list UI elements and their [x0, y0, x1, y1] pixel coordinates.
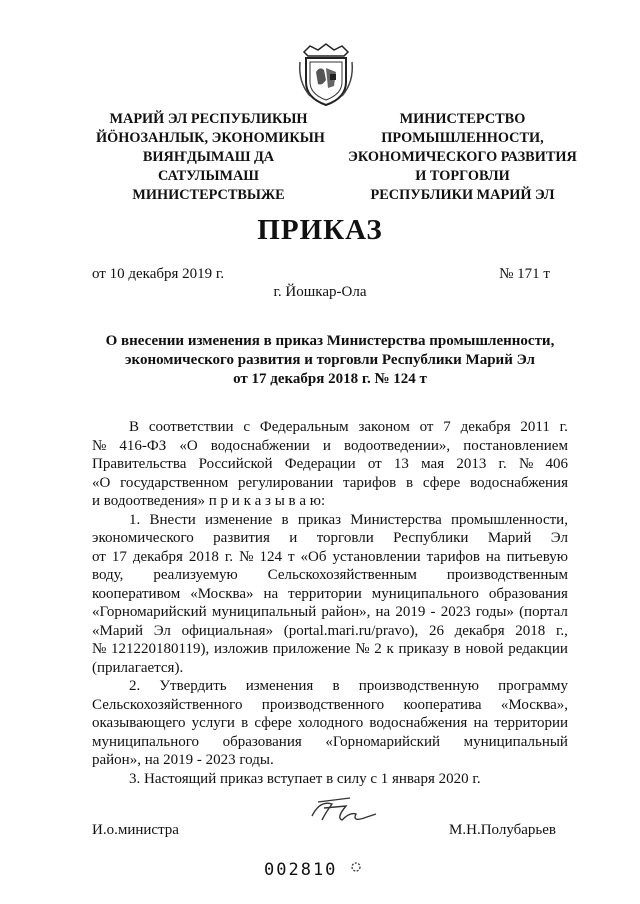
word: водоснабжении — [210, 437, 310, 454]
body-line — [92, 603, 568, 622]
word: «Об — [300, 548, 327, 565]
word: № — [92, 437, 107, 454]
word: муниципальный — [211, 604, 317, 620]
word: территории — [494, 715, 568, 731]
word: изменения — [245, 678, 314, 694]
word: водоотведении», — [344, 437, 451, 454]
word: развития — [213, 530, 270, 546]
word: Федеральным — [259, 419, 349, 435]
word: и — [289, 530, 298, 546]
body-line — [92, 455, 568, 474]
body-line: 3. Настоящий приказ вступает в силу с 1 января 2020 г. — [129, 770, 481, 787]
body-line — [92, 696, 568, 715]
word: «Горномарийский — [325, 733, 441, 750]
body-line — [92, 566, 568, 585]
body-line — [92, 437, 568, 456]
word: приказу — [398, 641, 449, 657]
serial-number: 002810 — [264, 860, 338, 880]
subject-line: от 17 декабря 2018 г. № 124 т — [233, 371, 427, 387]
word: в — [281, 511, 289, 528]
issuer-line: ЭКОНОМИЧЕСКОГО РАЗВИТИЯ — [348, 149, 577, 165]
issuer-line: МИНИСТЕРСТВЫЖЕ — [132, 187, 285, 203]
word: «Москва» — [190, 585, 254, 602]
body-line — [92, 418, 568, 437]
word: 406 — [545, 456, 568, 472]
word: декабря — [454, 622, 505, 639]
word: установлении — [332, 548, 421, 565]
word: Эл — [550, 530, 568, 546]
body-line — [92, 511, 568, 530]
word: промышленности, — [451, 511, 568, 528]
word: Федерации — [284, 456, 356, 472]
word: № — [355, 641, 370, 657]
stamp-mark-icon — [348, 859, 364, 875]
word: приказ — [297, 511, 342, 528]
word: сфере — [422, 474, 461, 491]
word: Внести — [149, 511, 196, 528]
word: «Москва», — [500, 696, 568, 713]
word: образования — [222, 733, 302, 750]
word: кооперативом — [92, 585, 181, 602]
word: Российской — [198, 456, 273, 472]
word: питьевую — [506, 548, 568, 565]
word: кооператива — [403, 696, 482, 713]
word: законом — [358, 419, 410, 435]
word: 2 — [374, 641, 382, 657]
word: Правительства — [92, 456, 187, 472]
word: декабря — [132, 548, 183, 565]
word: 2. — [129, 678, 141, 694]
word: холодного — [297, 715, 364, 731]
word: Сельскохозяйственным — [267, 567, 417, 583]
word: Сельскохозяйственного — [92, 696, 243, 713]
word: официальная» — [181, 622, 274, 639]
word: производственным — [446, 567, 568, 583]
word: образования — [488, 585, 568, 602]
word: Эл — [153, 622, 171, 639]
word: 416-ФЗ — [119, 437, 167, 454]
document-subject — [92, 332, 568, 389]
word: новой — [465, 641, 504, 657]
word: изменение — [205, 511, 273, 528]
word: и — [322, 437, 331, 454]
document-body — [92, 418, 568, 788]
word: декабря — [460, 419, 511, 435]
body-line — [92, 622, 568, 641]
word: соответствии — [148, 419, 234, 435]
word: № — [518, 456, 534, 472]
word: (портал — [519, 604, 568, 620]
body-line — [92, 640, 568, 659]
body-line: район», на 2019 - 2023 годы. — [92, 752, 274, 768]
body-line — [92, 677, 568, 696]
word: 2023 — [440, 604, 471, 620]
signatory-name: М.Н.Полубарьев — [449, 822, 556, 838]
word: № — [92, 641, 107, 657]
word: к — [386, 641, 394, 657]
subject-line: О внесении изменения в приказ Министерства промышленности, — [105, 333, 555, 349]
issuer-line: МИНИСТЕРСТВО — [399, 111, 526, 127]
word: изложив — [213, 641, 269, 657]
word: 1. — [129, 511, 141, 528]
word: с — [243, 419, 251, 435]
word: водоснабжения — [470, 474, 568, 491]
issuer-line: САТУЛЫМАШ — [157, 168, 260, 184]
signatory-position: И.о.министра — [92, 822, 179, 838]
word: на — [473, 715, 489, 731]
word: на — [263, 585, 279, 602]
word: Утвердить — [159, 678, 227, 694]
word: (portal.mari.ru/pravo), — [283, 622, 419, 639]
word: реализуемую — [153, 567, 238, 583]
word: г., — [555, 622, 568, 639]
word: годы» — [475, 604, 514, 620]
word: Республики — [393, 530, 469, 546]
word: 121220180119), — [111, 641, 210, 657]
word: г. — [498, 456, 507, 472]
word: тарифов — [343, 474, 397, 491]
word: мая — [421, 456, 445, 472]
word: сфере — [254, 715, 292, 731]
body-line — [92, 714, 568, 733]
issuer-line: ПРОМЫШЛЕННОСТИ, — [381, 130, 544, 146]
coat-of-arms-emblem — [296, 42, 356, 108]
word: от — [419, 419, 434, 435]
word: в — [332, 678, 340, 694]
word: 2013 — [456, 456, 487, 472]
word: экономического — [92, 530, 194, 546]
word: государственном — [120, 474, 229, 491]
word: муниципальный — [463, 733, 568, 750]
word: от — [367, 456, 382, 472]
word: муниципального — [92, 733, 200, 750]
word: Министерства — [350, 511, 442, 528]
word: «Марий — [92, 622, 144, 639]
issuer-line: ВИЯҤДЫМАШ ДА — [142, 149, 275, 165]
document-city: г. Йошкар-Ола — [273, 284, 367, 300]
word: 7 — [443, 419, 451, 435]
handwritten-signature — [306, 790, 380, 830]
body-line: (прилагается). — [92, 659, 184, 676]
word: оказывающего — [92, 715, 186, 731]
word: приложение — [272, 641, 351, 657]
word: 124 — [259, 548, 282, 565]
issuer-name-russian — [340, 110, 585, 205]
body-line: и водоотведения» п р и к а з ы в а ю: — [92, 493, 326, 509]
word: услуги — [191, 715, 235, 731]
issuer-line: ЙӦНОЗАНЛЫК, ЭКОНОМИКЫН — [96, 130, 325, 146]
word: 2011 — [520, 419, 550, 435]
word: регулировании — [237, 474, 334, 491]
word: г. — [224, 548, 234, 565]
word: т — [287, 548, 295, 565]
word: муниципального — [371, 585, 479, 602]
word: на — [375, 604, 391, 620]
body-line — [92, 529, 568, 548]
word: 17 — [111, 548, 127, 565]
word: - — [430, 604, 436, 620]
body-line — [92, 474, 568, 493]
body-line — [92, 585, 568, 604]
word: Марий — [487, 530, 532, 546]
issuer-line: И ТОРГОВЛИ — [415, 168, 510, 184]
word: программу — [498, 678, 568, 694]
document-date: от 10 декабря 2019 г. — [92, 266, 225, 282]
word: тарифов — [426, 548, 480, 565]
word: 13 — [393, 456, 409, 472]
word: «Горномарийский — [92, 604, 207, 620]
document-title: ПРИКАЗ — [257, 214, 383, 246]
word: 2019 — [395, 604, 426, 620]
body-line — [92, 733, 568, 752]
word: район», — [321, 604, 371, 620]
word: редакции — [508, 641, 568, 657]
word: от — [92, 548, 106, 565]
document-number: № 171 т — [499, 266, 550, 282]
word: 2018 — [515, 622, 546, 639]
body-line — [92, 548, 568, 567]
issuer-name-mari — [96, 110, 325, 205]
word: «О — [92, 474, 111, 491]
word: производственного — [261, 696, 385, 713]
issuer-line: РЕСПУБЛИКИ МАРИЙ ЭЛ — [370, 187, 555, 203]
word: в — [453, 641, 461, 657]
issuer-line: МАРИЙ ЭЛ РЕСПУБЛИКЫН — [109, 111, 308, 127]
word: постановлением — [463, 437, 568, 454]
word: торговли — [316, 530, 374, 546]
word: водоснабжения — [369, 715, 468, 731]
word: «О — [179, 437, 198, 454]
word: воду, — [92, 567, 124, 583]
word: В — [129, 419, 140, 435]
word: 2018 — [188, 548, 219, 565]
word: на — [485, 548, 501, 565]
word: в — [241, 715, 249, 731]
word: г. — [559, 419, 568, 435]
subject-line: экономического развития и торговли Республики Марий Эл — [125, 352, 535, 368]
word: производственную — [358, 678, 479, 694]
word: № — [239, 548, 254, 565]
word: территории — [288, 585, 362, 602]
word: в — [406, 474, 414, 491]
word: 26 — [428, 622, 444, 639]
